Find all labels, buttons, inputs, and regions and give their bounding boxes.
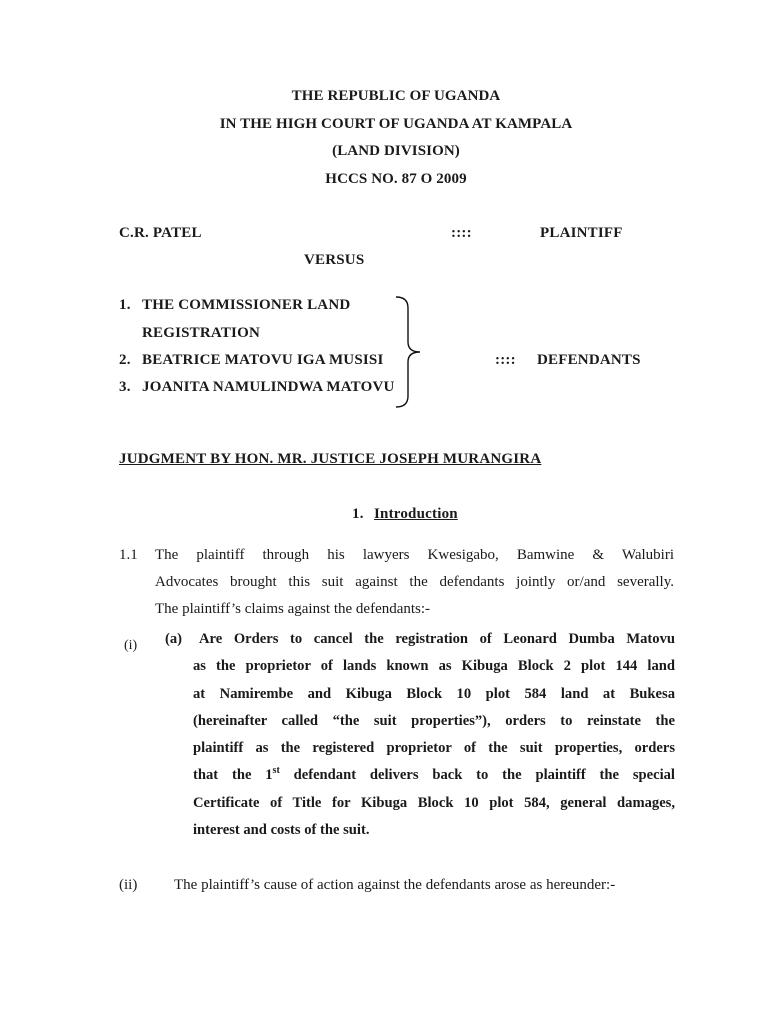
item-i-sub-label: (a) <box>165 631 183 647</box>
para-1-1-line: Advocates brought this suit against the defendants jointly or/and severally. <box>155 574 674 590</box>
header-case-number: HCCS NO. 87 O 2009 <box>325 171 467 187</box>
header-republic: THE REPUBLIC OF UGANDA <box>291 88 501 104</box>
item-i-line: as the proprietor of lands known as Kibuga Block 2 plot 144 land <box>193 658 675 674</box>
versus-label: VERSUS <box>304 252 365 268</box>
item-i-line: interest and costs of the suit. <box>193 822 370 838</box>
item-i-line: Certificate of Title for Kibuga Block 10 plot 584, general damages, <box>193 795 675 811</box>
defendant-1-name: THE COMMISSIONER LAND <box>142 297 351 313</box>
header-court: IN THE HIGH COURT OF UGANDA AT KAMPALA <box>219 116 573 132</box>
header-division: (LAND DIVISION) <box>332 143 460 159</box>
item-i-line: Are Orders to cancel the registration of Leonard Dumba Matovu <box>199 631 675 647</box>
item-i-line-6: that the 1st defendant delivers back to the plaintiff the special <box>193 765 675 783</box>
defendants-brace-icon <box>394 294 426 410</box>
para-1-1-number: 1.1 <box>119 547 138 563</box>
item-ii-text: The plaintiff’s cause of action against the defendants arose as hereunder:- <box>174 877 616 893</box>
defendant-3-number: 3. <box>119 379 131 395</box>
para-1-1-line: The plaintiff through his lawyers Kwesigabo, Bamwine & Walubiri <box>155 547 674 563</box>
section-number: 1. <box>352 506 364 522</box>
section-title: Introduction <box>374 506 458 522</box>
defendants-role: DEFENDANTS <box>537 352 641 368</box>
judgment-heading: JUDGMENT BY HON. MR. JUSTICE JOSEPH MURANGIRA <box>119 451 542 467</box>
plaintiff-role: PLAINTIFF <box>540 225 623 241</box>
item-i-label: (i) <box>124 638 138 653</box>
item-i-line: plaintiff as the registered proprietor of the suit properties, orders <box>193 740 675 756</box>
defendant-2-name: BEATRICE MATOVU IGA MUSISI <box>142 352 384 368</box>
defendant-1-number: 1. <box>119 297 131 313</box>
defendant-2-number: 2. <box>119 352 131 368</box>
defendant-3-name: JOANITA NAMULINDWA MATOVU <box>142 379 395 395</box>
item-i-line: (hereinafter called “the suit properties”), orders to reinstate the <box>193 713 675 729</box>
item-ii-label: (ii) <box>119 877 138 893</box>
defendants-separator: :::: <box>495 352 516 368</box>
para-1-1-line: The plaintiff’s claims against the defendants:- <box>155 601 431 617</box>
defendant-1-name-cont: REGISTRATION <box>142 325 260 341</box>
item-i-line: at Namirembe and Kibuga Block 10 plot 584 land at Bukesa <box>193 686 675 702</box>
plaintiff-name: C.R. PATEL <box>119 225 202 241</box>
plaintiff-separator: :::: <box>451 225 472 241</box>
